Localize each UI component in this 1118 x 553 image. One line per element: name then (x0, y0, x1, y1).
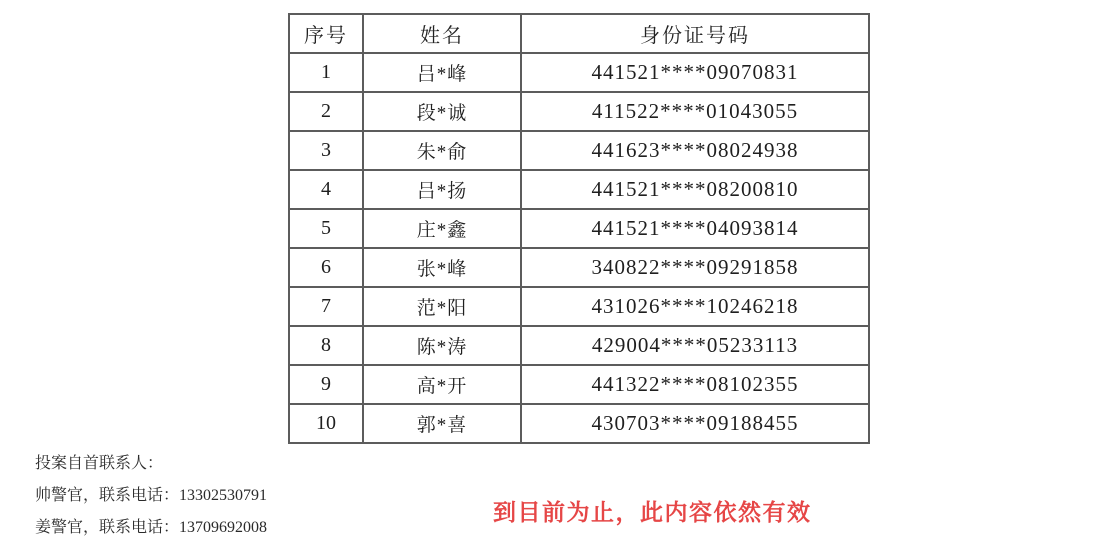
index-cell: 6 (289, 248, 363, 287)
id-number-cell: 441521****08200810 (521, 170, 869, 209)
id-number-cell: 340822****09291858 (521, 248, 869, 287)
contact-line-1: 帅警官，联系电话：13302530791 (35, 487, 268, 504)
table-body (289, 53, 869, 443)
id-number-cell: 411522****01043055 (521, 92, 869, 131)
index-cell: 10 (289, 404, 363, 443)
contact-line-2: 姜警官，联系电话：13709692008 (35, 519, 268, 536)
header-index: 序号 (289, 14, 363, 53)
table-row (289, 326, 869, 365)
name-cell: 庄*鑫 (363, 209, 521, 248)
table-row (289, 131, 869, 170)
id-number-cell: 441521****09070831 (521, 53, 869, 92)
validity-notice: 到目前为止，此内容依然有效 (493, 499, 812, 525)
index-cell: 7 (289, 287, 363, 326)
table-row (289, 170, 869, 209)
contact-title: 投案自首联系人： (35, 455, 164, 472)
index-cell: 9 (289, 365, 363, 404)
table-row (289, 404, 869, 443)
name-cell: 段*诚 (363, 92, 521, 131)
index-cell: 5 (289, 209, 363, 248)
index-cell: 2 (289, 92, 363, 131)
name-cell: 朱*俞 (363, 131, 521, 170)
name-cell: 陈*涛 (363, 326, 521, 365)
id-number-cell: 429004****05233113 (521, 326, 869, 365)
header-name: 姓名 (363, 14, 521, 53)
header-id-number: 身份证号码 (521, 14, 869, 53)
index-cell: 3 (289, 131, 363, 170)
name-cell: 郭*喜 (363, 404, 521, 443)
table-row (289, 248, 869, 287)
index-cell: 4 (289, 170, 363, 209)
id-number-cell: 441623****08024938 (521, 131, 869, 170)
name-cell: 范*阳 (363, 287, 521, 326)
id-number-cell: 430703****09188455 (521, 404, 869, 443)
table-row (289, 287, 869, 326)
table-row (289, 209, 869, 248)
id-number-cell: 431026****10246218 (521, 287, 869, 326)
table-row (289, 53, 869, 92)
index-cell: 1 (289, 53, 363, 92)
name-cell: 高*开 (363, 365, 521, 404)
name-cell: 张*峰 (363, 248, 521, 287)
id-number-cell: 441322****08102355 (521, 365, 869, 404)
name-cell: 吕*峰 (363, 53, 521, 92)
suspects-table (288, 13, 870, 444)
table-header-row (289, 14, 869, 53)
index-cell: 8 (289, 326, 363, 365)
id-number-cell: 441521****04093814 (521, 209, 869, 248)
table-row (289, 365, 869, 404)
name-cell: 吕*扬 (363, 170, 521, 209)
contact-block (35, 448, 267, 544)
table-row (289, 92, 869, 131)
